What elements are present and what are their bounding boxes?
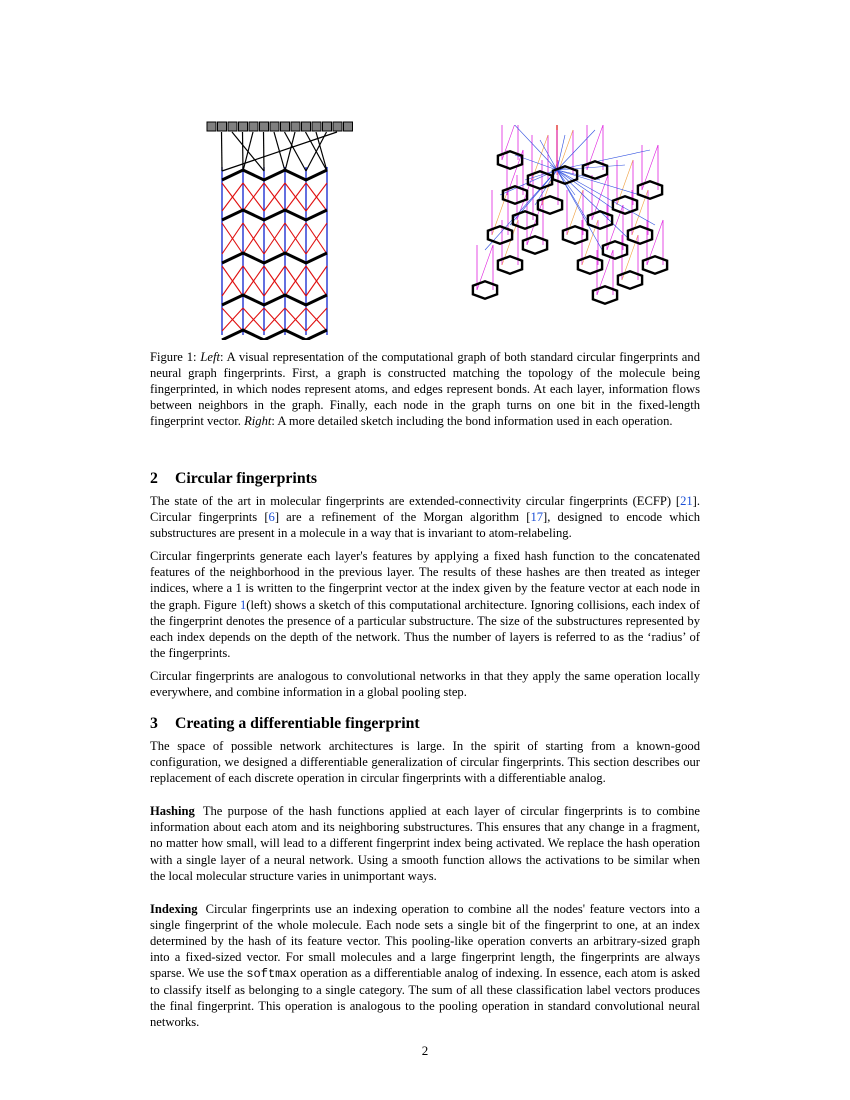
atom-ring [523,236,547,253]
section-2-paragraph-1 [150,493,700,541]
atom-ring [498,151,522,168]
text-run: ], designed to encode which substructures are present in a molecule in a way that is invariant to atom-relabeling. [150,510,701,541]
atom-ring [563,226,587,243]
pooling-edge [557,135,565,170]
section-3-paragraph-1: The space of possible network architectures is large. In the spirit of starting from a known-good configuration, we designed a differentiable generalization of circular fingerprints. This section describes our replacement of each discrete operation in circular fingerprints with a differentiable analog. [150,739,700,786]
text-run: ] are a refinement of the Morgan algorithm [ [274,510,531,525]
fingerprint-bit [249,122,258,131]
bond-chain [222,210,327,220]
fingerprint-bit [270,122,279,131]
text-run: (left) shows a sketch of this computational architecture. Ignoring collisions, each index of the fingerprint denotes the presence of a particular substructure. The size of the substructures represented by each index depends on the depth of the network. Thus the number of layers is referred to as the ‘radius’ of the fingerprints. [150,597,700,660]
fingerprint-bit [281,122,290,131]
fingerprint-bit [207,122,216,131]
atom-ring [628,226,652,243]
section-2-number: 2 [150,470,158,487]
atom-ring [583,161,607,178]
section-3-body [150,738,700,1031]
layer-edge [502,125,518,160]
atom-ring [578,256,602,273]
pooling-edge [222,132,223,171]
section-2-paragraph-2 [150,548,700,661]
figure-right-graph [455,125,675,335]
text-run: ]. Circular fingerprints [ [150,494,700,525]
text-run: Circular fingerprints generate each layer's features by applying a fixed hash function to the concatenated features of the neighborhood in the previous layer. The results of these hashes are then treated as integer indices, where a 1 is written to the fingerprint vector at the index given by the feature vector at each node in the graph. Figure [150,549,700,612]
hashing-paragraph [150,803,700,883]
citation-link[interactable]: 21 [680,494,693,508]
page-number: 2 [421,1043,429,1058]
pooling-edge [232,132,264,171]
fingerprint-bit [260,122,269,131]
section-3-heading [150,715,700,733]
fingerprint-bit [239,122,248,131]
caption-right-word: Right [244,414,272,429]
pooling-edge [264,132,265,171]
caption-left-text: : A visual representation of the computational graph of both standard circular fingerprints and neural graph fingerprints. First, a graph is constructed matching the topology of the molecule being fingerprinted, in which nodes represent atoms, and edges represent bonds. At each layer, information flows between neighbors in the graph. Finally, each node in the graph turns on one bit in the fixed-length fingerprint vector. [150,350,700,429]
section-3-number: 3 [150,715,158,732]
pooling-edge [557,150,650,170]
citation-link[interactable]: 6 [268,510,275,525]
caption-label: Figure 1: [150,350,197,364]
pooling-edge [285,132,295,171]
section-2-heading [150,470,700,488]
caption-left-word: Left [200,350,220,364]
text-run: Circular fingerprints use an indexing operation to combine all the nodes' feature vectors into a single fingerprint of the whole molecule. Each node sets a single bit of the fingerprint to one, at an index determined by the hash of its feature vector. This pooling-like operation converts an arbitrary-sized graph into a fixed-sized vector. For small molecules and a large fingerprint length, the fingerprints are always sparse. We use the [150,901,700,981]
atom-ring [643,256,667,273]
pooling-edge [222,132,337,171]
indexing-title: Indexing [150,901,198,916]
section-2-body [150,493,700,700]
atom-ring [638,181,662,198]
fingerprint-bit [312,122,321,131]
text-run: operation as a differentiable analog of indexing. In essence, each atom is asked to classify itself as belonging to a single category. The sum of all these classification label vectors produces the final fingerprint. This operation is analogous to the pooling operation in standard convolutional neural networks. [150,966,700,1030]
figure-left-graph [205,120,365,340]
fingerprint-bit [323,122,332,131]
hashing-title: Hashing [150,804,195,819]
indexing-paragraph [150,901,700,1031]
figure-caption [150,349,700,429]
text-run: The state of the art in molecular fingerprints are extended-connectivity circular fingerprints (ECFP) [ [150,494,681,508]
fingerprint-bit [291,122,300,131]
atom-ring [603,241,627,258]
atom-ring [513,211,537,228]
figure-link[interactable]: 1 [240,597,247,612]
pooling-edge [485,170,557,250]
bond-chain [222,295,327,305]
bond-chain [222,330,327,340]
figure-1 [150,115,700,345]
atom-ring [613,196,637,213]
caption-right-text: : A more detailed sketch including the bond information used in each operation. [271,414,673,429]
atom-ring [618,271,642,288]
fingerprint-bit [218,122,227,131]
atom-ring [473,281,497,298]
atom-ring [488,226,512,243]
atom-ring [588,211,612,228]
softmax-code: softmax [246,967,297,982]
fingerprint-bit [302,122,311,131]
pooling-edge [243,132,244,171]
section-2-paragraph-3: Circular fingerprints are analogous to convolutional networks in that they apply the same operation locally everywhere, and combine information in a global pooling step. [150,668,700,700]
fingerprint-bit [333,122,342,131]
section-2-title: Circular fingerprints [175,470,318,487]
pooling-edge [510,125,557,170]
atom-ring [498,256,522,273]
fingerprint-bit [344,122,353,131]
section-3-title: Creating a differentiable fingerprint [175,715,420,732]
bond-chain [222,170,327,180]
text-run: The purpose of the hash functions applied at each layer of circular fingerprints is to combine information about each atom and its neighboring substructures. This ensures that any change in a fragment, no matter how small, will lead to a different fingerprint index being activated. We replace the hash operation with a single layer of a neural network. Using a smooth function allows the activations to be similar when the local molecular structure varies in unimportant ways. [150,804,700,883]
atom-ring [593,286,617,303]
citation-link[interactable]: 17 [530,510,544,525]
pooling-edge [285,132,307,171]
fingerprint-bit [228,122,237,131]
bond-chain [222,253,327,263]
